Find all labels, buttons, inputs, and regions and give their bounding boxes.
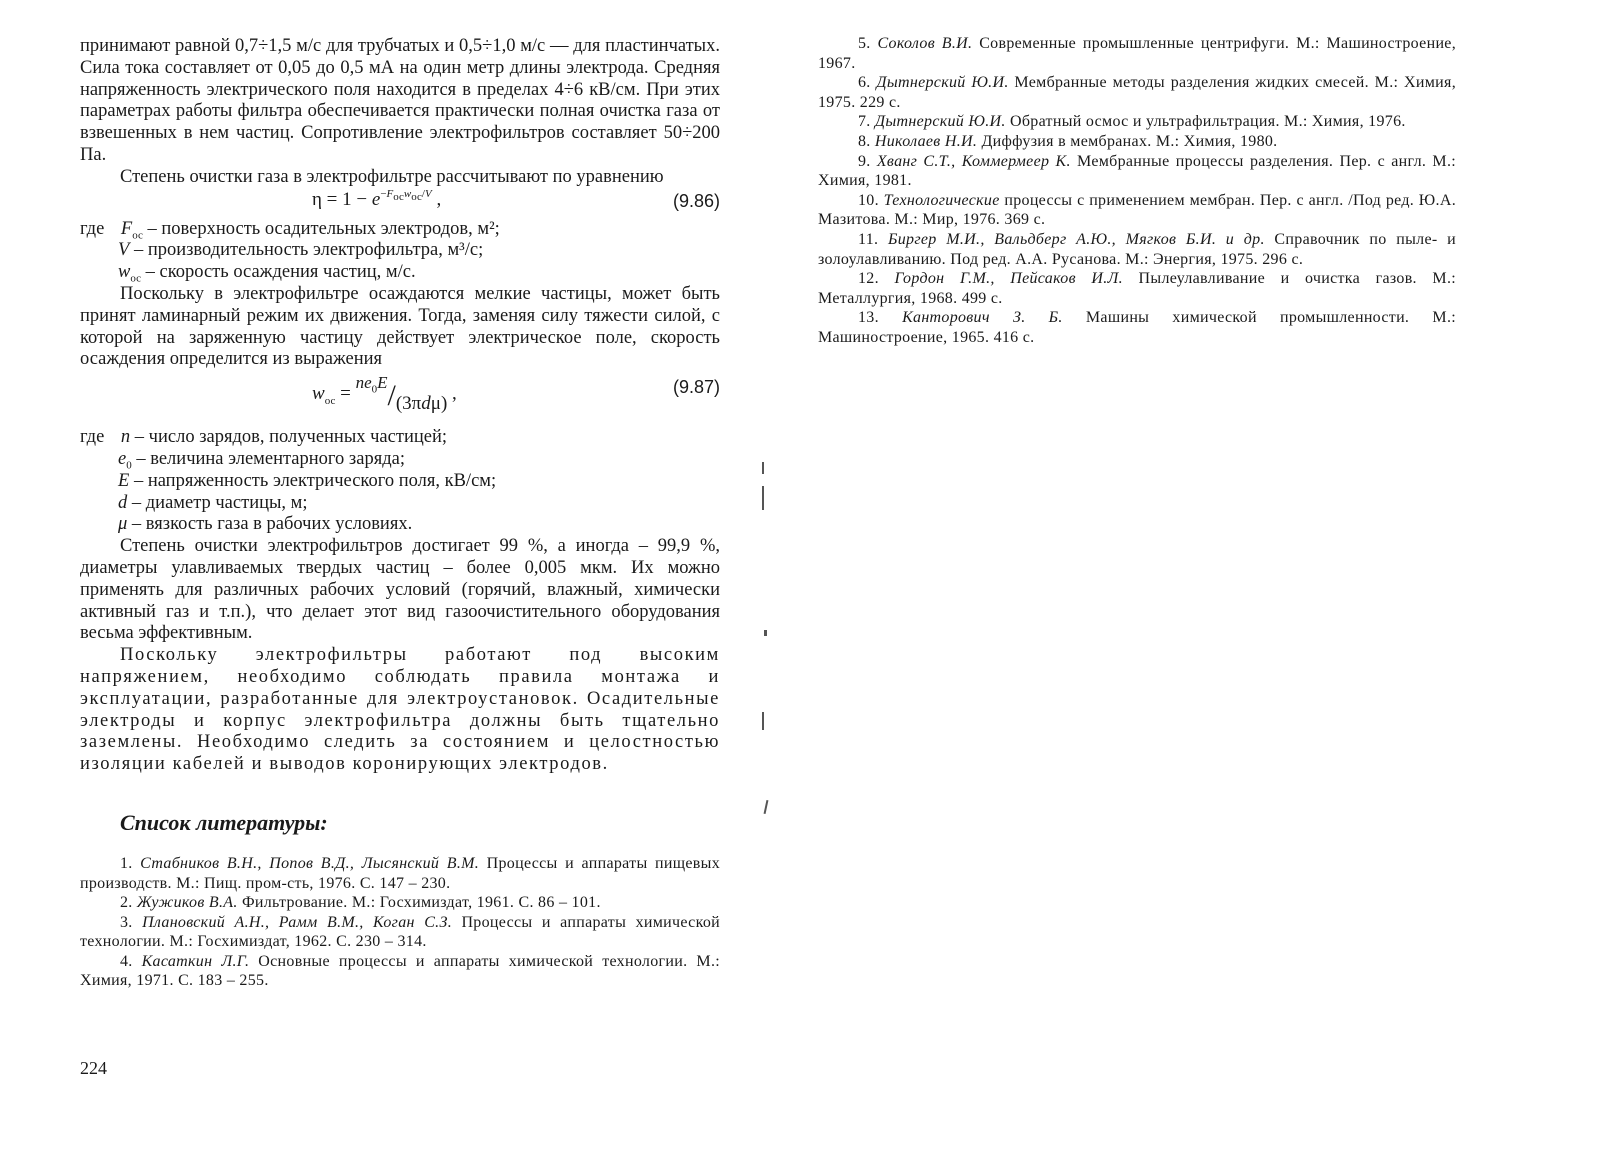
reference-text: Мембранные методы разделения жидких смесей. М.: Химия, 1975. 229 с.	[818, 74, 1456, 111]
definition-subscript: 0	[126, 459, 132, 472]
reference-number: 4.	[120, 952, 142, 970]
reference-item	[80, 952, 720, 991]
definitions-2	[80, 427, 720, 536]
definition-text: – производительность электрофильтра, м³/с;	[129, 240, 484, 261]
scan-mark	[762, 712, 764, 730]
reference-text: Современные промышленные центрифуги. М.: Машиностроение, 1967.	[818, 35, 1457, 72]
right-page	[818, 34, 1456, 348]
reference-number: 2.	[120, 894, 137, 912]
reference-item	[818, 112, 1456, 132]
definition-item	[80, 240, 720, 262]
reference-item	[818, 132, 1456, 152]
reference-item	[818, 230, 1456, 269]
reference-text: Мембранные процессы разделения. Пер. с англ. М.: Химия, 1981.	[818, 152, 1456, 190]
definition-text: – поверхность осадительных электродов, м²;	[142, 218, 500, 239]
reference-item	[80, 893, 720, 913]
definition-symbol: d	[118, 492, 128, 513]
definition-text: – число зарядов, полученных частицей;	[130, 427, 447, 448]
paragraph-1: принимают равной 0,7÷1,5 м/с для трубчатых и 0,5÷1,0 м/с — для пластинчатых. Сила тока составляет от 0,05 до 0,5 мА на один метр длины электрода. Средняя напряженность электрического поля находится в пределах 4÷6 кВ/см. При этих параметрах работы фильтра обеспечивается практически полная очистка газа от взвешенных в нем частиц. Сопротивление электрофильтров составляет 50÷200 Па.	[80, 36, 720, 165]
references-heading: Список литературы:	[120, 809, 328, 835]
reference-item	[818, 152, 1456, 191]
definition-item	[80, 514, 720, 536]
reference-number: 3.	[120, 913, 143, 931]
left-page	[80, 36, 720, 991]
reference-item	[80, 913, 720, 952]
reference-number: 5.	[858, 35, 878, 52]
reference-authors: Технологические	[883, 191, 1000, 209]
reference-number: 8.	[858, 132, 875, 150]
paragraph-4: Степень очистки электрофильтров достигает 99 %, а иногда – 99,9 %, диаметры улавливаемых твердых частиц – более 0,005 мкм. Их можно применять для различных рабочих условий (горячий, влажный, химически активный газ и т.п.), что делает этот вид газоочистительного оборудования весьма эффективным.	[80, 536, 720, 644]
reference-text: Справочник по пыле- и золоулавливанию. Под ред. А.А. Русанова. М.: Энергия, 1975. 296 с.	[818, 230, 1457, 268]
reference-authors: Николаев Н.И.	[874, 132, 978, 150]
definition-prefix: где	[80, 427, 109, 448]
reference-authors: Хванг С.Т., Коммермеер К.	[876, 152, 1071, 170]
scan-mark	[764, 630, 767, 636]
reference-item	[818, 308, 1456, 347]
reference-number: 1.	[120, 854, 141, 872]
reference-number: 11.	[858, 230, 888, 248]
reference-number: 9.	[858, 152, 877, 170]
reference-authors: Жужиков В.А.	[136, 894, 238, 912]
formula-9-87: $w_{ос} = ^{ne_0E}/(3\pi d\mu)$ ,	[312, 372, 457, 415]
references-list-left	[80, 854, 720, 991]
definition-symbol: n	[120, 427, 131, 448]
equation-9-86	[80, 189, 720, 219]
reference-authors: Канторович З. Б.	[902, 309, 1063, 327]
reference-text: процессы с применением мембран. Пер. с англ. /Под ред. Ю.А. Мазитова. М.: Мир, 1976. 369 с.	[818, 191, 1456, 229]
definition-item	[80, 493, 720, 515]
reference-authors: Гордон Г.М., Пейсаков И.Л.	[894, 270, 1123, 288]
equation-9-87	[80, 371, 720, 427]
formula-9-86: $\eta = 1 - e^{-F_{ос}w_{ос}/V}$ ,	[312, 188, 442, 210]
reference-text: Пылеулавливание и очистка газов. М.: Металлургия, 1968. 499 с.	[818, 270, 1456, 307]
definition-text: – вязкость газа в рабочих условиях.	[127, 514, 413, 535]
reference-text: Фильтрование. М.: Госхимиздат, 1961. С. 86 – 101.	[237, 894, 601, 912]
reference-text: Машины химической промышленности. М.: Машиностроение, 1965. 416 с.	[818, 309, 1456, 346]
reference-item	[818, 34, 1456, 73]
reference-text: Процессы и аппараты пищевых производств. М.: Пищ. пром-сть, 1976. С. 147 – 230.	[80, 854, 721, 892]
scan-mark	[762, 486, 764, 510]
reference-number: 12.	[858, 270, 895, 288]
reference-number: 7.	[858, 113, 875, 131]
definition-item	[80, 427, 720, 449]
reference-authors: Стабников В.Н., Попов В.Д., Лысянский В.М.	[140, 854, 480, 872]
definition-text: – диаметр частицы, м;	[127, 492, 308, 513]
definition-symbol: w	[118, 262, 131, 283]
definition-symbol: μ	[118, 514, 128, 535]
reference-number: 10.	[858, 191, 884, 209]
definition-symbol: V	[118, 240, 130, 261]
definition-symbol: F	[120, 218, 133, 239]
scan-mark	[764, 800, 769, 814]
equation-number: (9.87)	[672, 377, 720, 398]
definition-text: – скорость осаждения частиц, м/с.	[141, 262, 416, 283]
reference-authors: Дытнерский Ю.И.	[874, 113, 1006, 131]
definition-item	[80, 262, 720, 284]
reference-number: 6.	[858, 74, 877, 92]
equation-number: (9.86)	[672, 190, 720, 211]
reference-item	[818, 73, 1456, 112]
definition-subscript: ос	[132, 229, 143, 242]
definition-item	[80, 449, 720, 471]
paragraph-3: Поскольку в электрофильтре осаждаются мелкие частицы, может быть принят ламинарный режим их движения. Тогда, заменяя силу тяжести силой, с которой на заряженную частицу действует электрическое поле, скорость осаждения определится из выражения	[80, 283, 720, 370]
reference-authors: Плановский А.Н., Рамм В.М., Коган С.З.	[142, 913, 452, 931]
reference-authors: Соколов В.И.	[877, 35, 973, 52]
reference-text: Диффузия в мембранах. М.: Химия, 1980.	[977, 132, 1278, 150]
reference-authors: Биргер М.И., Вальдберг А.Ю., Мягков Б.И. и др.	[887, 230, 1265, 248]
reference-authors: Дытнерский Ю.И.	[876, 74, 1009, 92]
reference-item	[818, 269, 1456, 308]
reference-text: Основные процессы и аппараты химической технологии. М.: Химия, 1971. С. 183 – 255.	[80, 952, 720, 990]
references-list-right	[818, 34, 1456, 348]
definition-symbol: e	[118, 448, 127, 469]
page-number: 224	[80, 1058, 107, 1078]
reference-authors: Касаткин Л.Г.	[141, 952, 250, 970]
paragraph-5: Поскольку электрофильтры работают под высоким напряжением, необходимо соблюдать правила монтажа и эксплуатации, разработанные для электроустановок. Осадительные электроды и корпус электрофильтра должны быть тщательно заземлены. Необходимо следить за состоянием и целостностью изоляции кабелей и выводов коронирующих электродов.	[80, 645, 720, 775]
definition-symbol: E	[118, 470, 130, 491]
definition-text: – напряженность электрического поля, кВ/см;	[129, 470, 497, 491]
definition-item	[80, 471, 720, 493]
definition-item	[80, 219, 720, 241]
reference-item	[80, 854, 720, 893]
reference-item	[818, 191, 1456, 230]
reference-text: Обратный осмос и ультрафильтрация. М.: Химия, 1976.	[1005, 113, 1406, 131]
definition-subscript: ос	[130, 272, 141, 285]
reference-text: Процессы и аппараты химической технологии. М.: Госхимиздат, 1962. С. 230 – 314.	[80, 913, 720, 951]
definition-prefix: где	[80, 218, 109, 239]
definitions-1	[80, 219, 720, 284]
definition-text: – величина элементарного заряда;	[131, 448, 405, 469]
reference-number: 13.	[858, 309, 903, 327]
scan-mark	[762, 462, 764, 474]
paragraph-2: Степень очистки газа в электрофильтре рассчитывают по уравнению	[120, 166, 664, 187]
